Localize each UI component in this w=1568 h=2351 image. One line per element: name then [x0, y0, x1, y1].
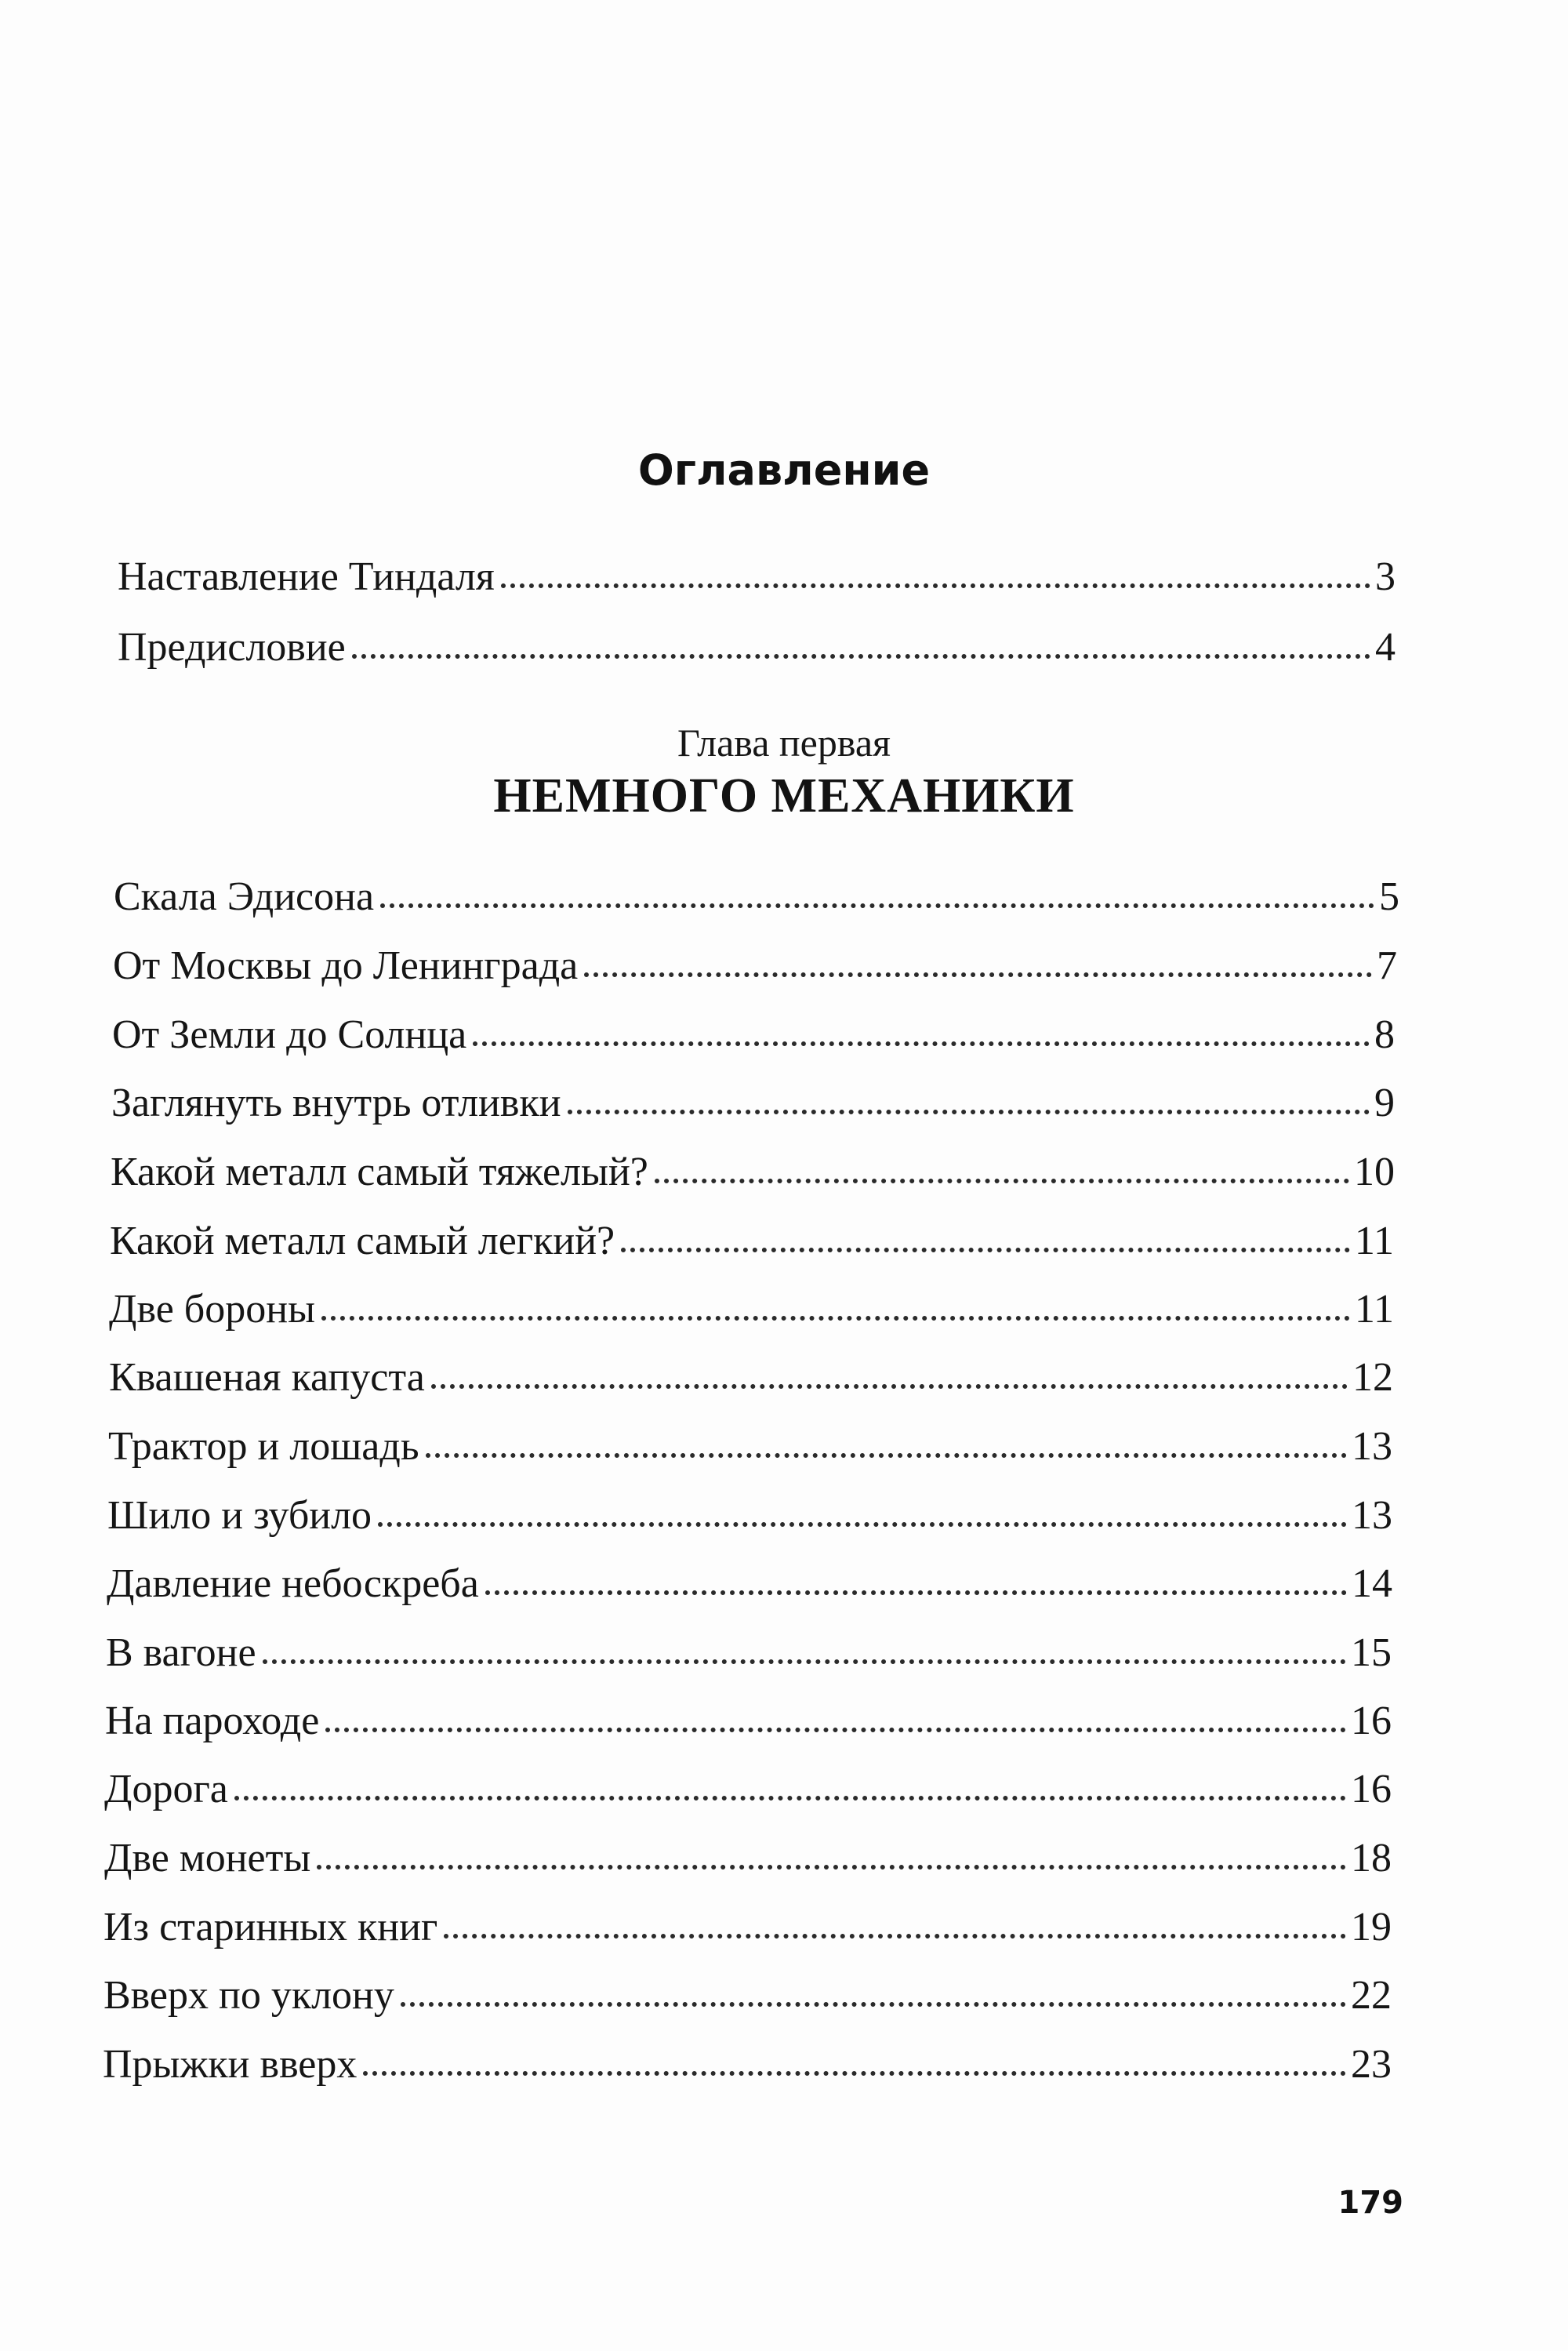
toc-entry-page: 13 — [1352, 1424, 1392, 1469]
toc-entry-page: 22 — [1351, 1973, 1392, 2018]
toc-entry-page: 11 — [1354, 1219, 1394, 1263]
toc-entry-page: 16 — [1351, 1699, 1392, 1743]
toc-entry-title: Шило и зубило — [107, 1493, 372, 1538]
toc-entry-title: Скала Эдисона — [114, 874, 375, 919]
toc-entry — [103, 2026, 1392, 2085]
dot-leader — [431, 1384, 1348, 1389]
dot-leader — [317, 1865, 1346, 1870]
toc-entry-page: 23 — [1351, 2042, 1392, 2087]
toc-entry-page: 13 — [1352, 1493, 1392, 1538]
toc-entry-page: 9 — [1374, 1081, 1395, 1125]
toc-entry — [107, 1545, 1392, 1604]
toc-entry — [112, 996, 1395, 1056]
toc-entry-title: Наставление Тиндаля — [118, 554, 495, 599]
dot-leader — [501, 583, 1370, 588]
toc-entry — [106, 1614, 1392, 1673]
toc-entry-title: Заглянуть внутрь отливки — [111, 1081, 561, 1125]
toc-entry-title: Квашеная капуста — [109, 1355, 425, 1400]
toc-entry-page: 16 — [1351, 1767, 1392, 1811]
dot-leader — [401, 2002, 1346, 2007]
toc-entry-page: 15 — [1351, 1630, 1392, 1675]
toc-entry-page: 12 — [1352, 1355, 1393, 1400]
toc-entry — [104, 1750, 1392, 1810]
dot-leader — [426, 1453, 1347, 1458]
toc-entry-page: 11 — [1354, 1287, 1394, 1332]
dot-leader — [584, 972, 1372, 977]
toc-entry — [103, 1957, 1392, 2016]
toc-entry-front — [118, 609, 1396, 668]
toc-entry-page: 8 — [1374, 1012, 1395, 1057]
toc-entry-page: 4 — [1375, 625, 1396, 670]
dot-leader — [363, 2071, 1346, 2076]
toc-entry — [108, 1408, 1392, 1467]
page-number: 179 — [1338, 2185, 1403, 2221]
toc-entry-title: Трактор и лошадь — [108, 1424, 419, 1469]
toc-entry-title: Какой металл самый тяжелый? — [111, 1150, 648, 1194]
toc-entry-page: 19 — [1351, 1905, 1392, 1949]
toc-entry — [111, 1064, 1395, 1124]
dot-leader — [321, 1316, 1350, 1321]
toc-entry-title: Давление небоскреба — [107, 1561, 479, 1606]
toc-entry-title: Из старинных книг — [103, 1905, 438, 1949]
dot-leader — [485, 1590, 1347, 1595]
toc-entry — [113, 927, 1397, 987]
toc-entry-title: От Москвы до Ленинграда — [113, 943, 579, 988]
dot-leader — [325, 1728, 1346, 1732]
toc-entry-page: 5 — [1379, 874, 1399, 919]
toc-entry — [109, 1270, 1394, 1330]
toc-entry — [114, 858, 1399, 918]
toc-entry — [110, 1202, 1394, 1262]
toc-entry-title: Прыжки вверх — [103, 2042, 358, 2087]
toc-entry-page: 3 — [1375, 554, 1396, 599]
toc-entry-front — [118, 538, 1396, 598]
toc-entry-title: Вверх по уклону — [103, 1973, 394, 2018]
toc-entry-page: 10 — [1354, 1150, 1395, 1194]
toc-entry-title: Две бороны — [109, 1287, 316, 1332]
dot-leader — [568, 1110, 1370, 1114]
dot-leader — [263, 1659, 1346, 1664]
toc-entry — [107, 1477, 1392, 1536]
dot-leader — [380, 903, 1374, 908]
toc-entry-title: Предисловие — [118, 625, 346, 670]
chapter-kicker: Глава первая — [677, 721, 891, 765]
dot-leader — [444, 1934, 1346, 1939]
dot-leader — [655, 1179, 1349, 1183]
toc-entry-title: Две монеты — [104, 1836, 311, 1880]
toc-entry-title: На пароходе — [105, 1699, 320, 1743]
toc-entry-page: 18 — [1351, 1836, 1392, 1880]
toc-entry-page: 7 — [1377, 943, 1397, 988]
toc-entry-page: 14 — [1352, 1561, 1392, 1606]
dot-leader — [378, 1522, 1347, 1527]
dot-leader — [473, 1041, 1370, 1046]
dot-leader — [621, 1248, 1350, 1252]
chapter-title: НЕМНОГО МЕХАНИКИ — [493, 769, 1075, 823]
toc-entry — [105, 1682, 1392, 1742]
toc-entry-title: В вагоне — [106, 1630, 256, 1675]
page-title: Оглавление — [637, 445, 931, 495]
toc-entry-title: От Земли до Солнца — [112, 1012, 467, 1057]
toc-entry-title: Какой металл самый легкий? — [110, 1219, 615, 1263]
toc-entry — [111, 1133, 1395, 1193]
toc-entry — [103, 1888, 1392, 1948]
toc-entry-title: Дорога — [104, 1767, 228, 1811]
dot-leader — [234, 1796, 1346, 1800]
dot-leader — [352, 654, 1370, 659]
toc-entry — [104, 1819, 1392, 1879]
toc-entry — [109, 1339, 1393, 1398]
